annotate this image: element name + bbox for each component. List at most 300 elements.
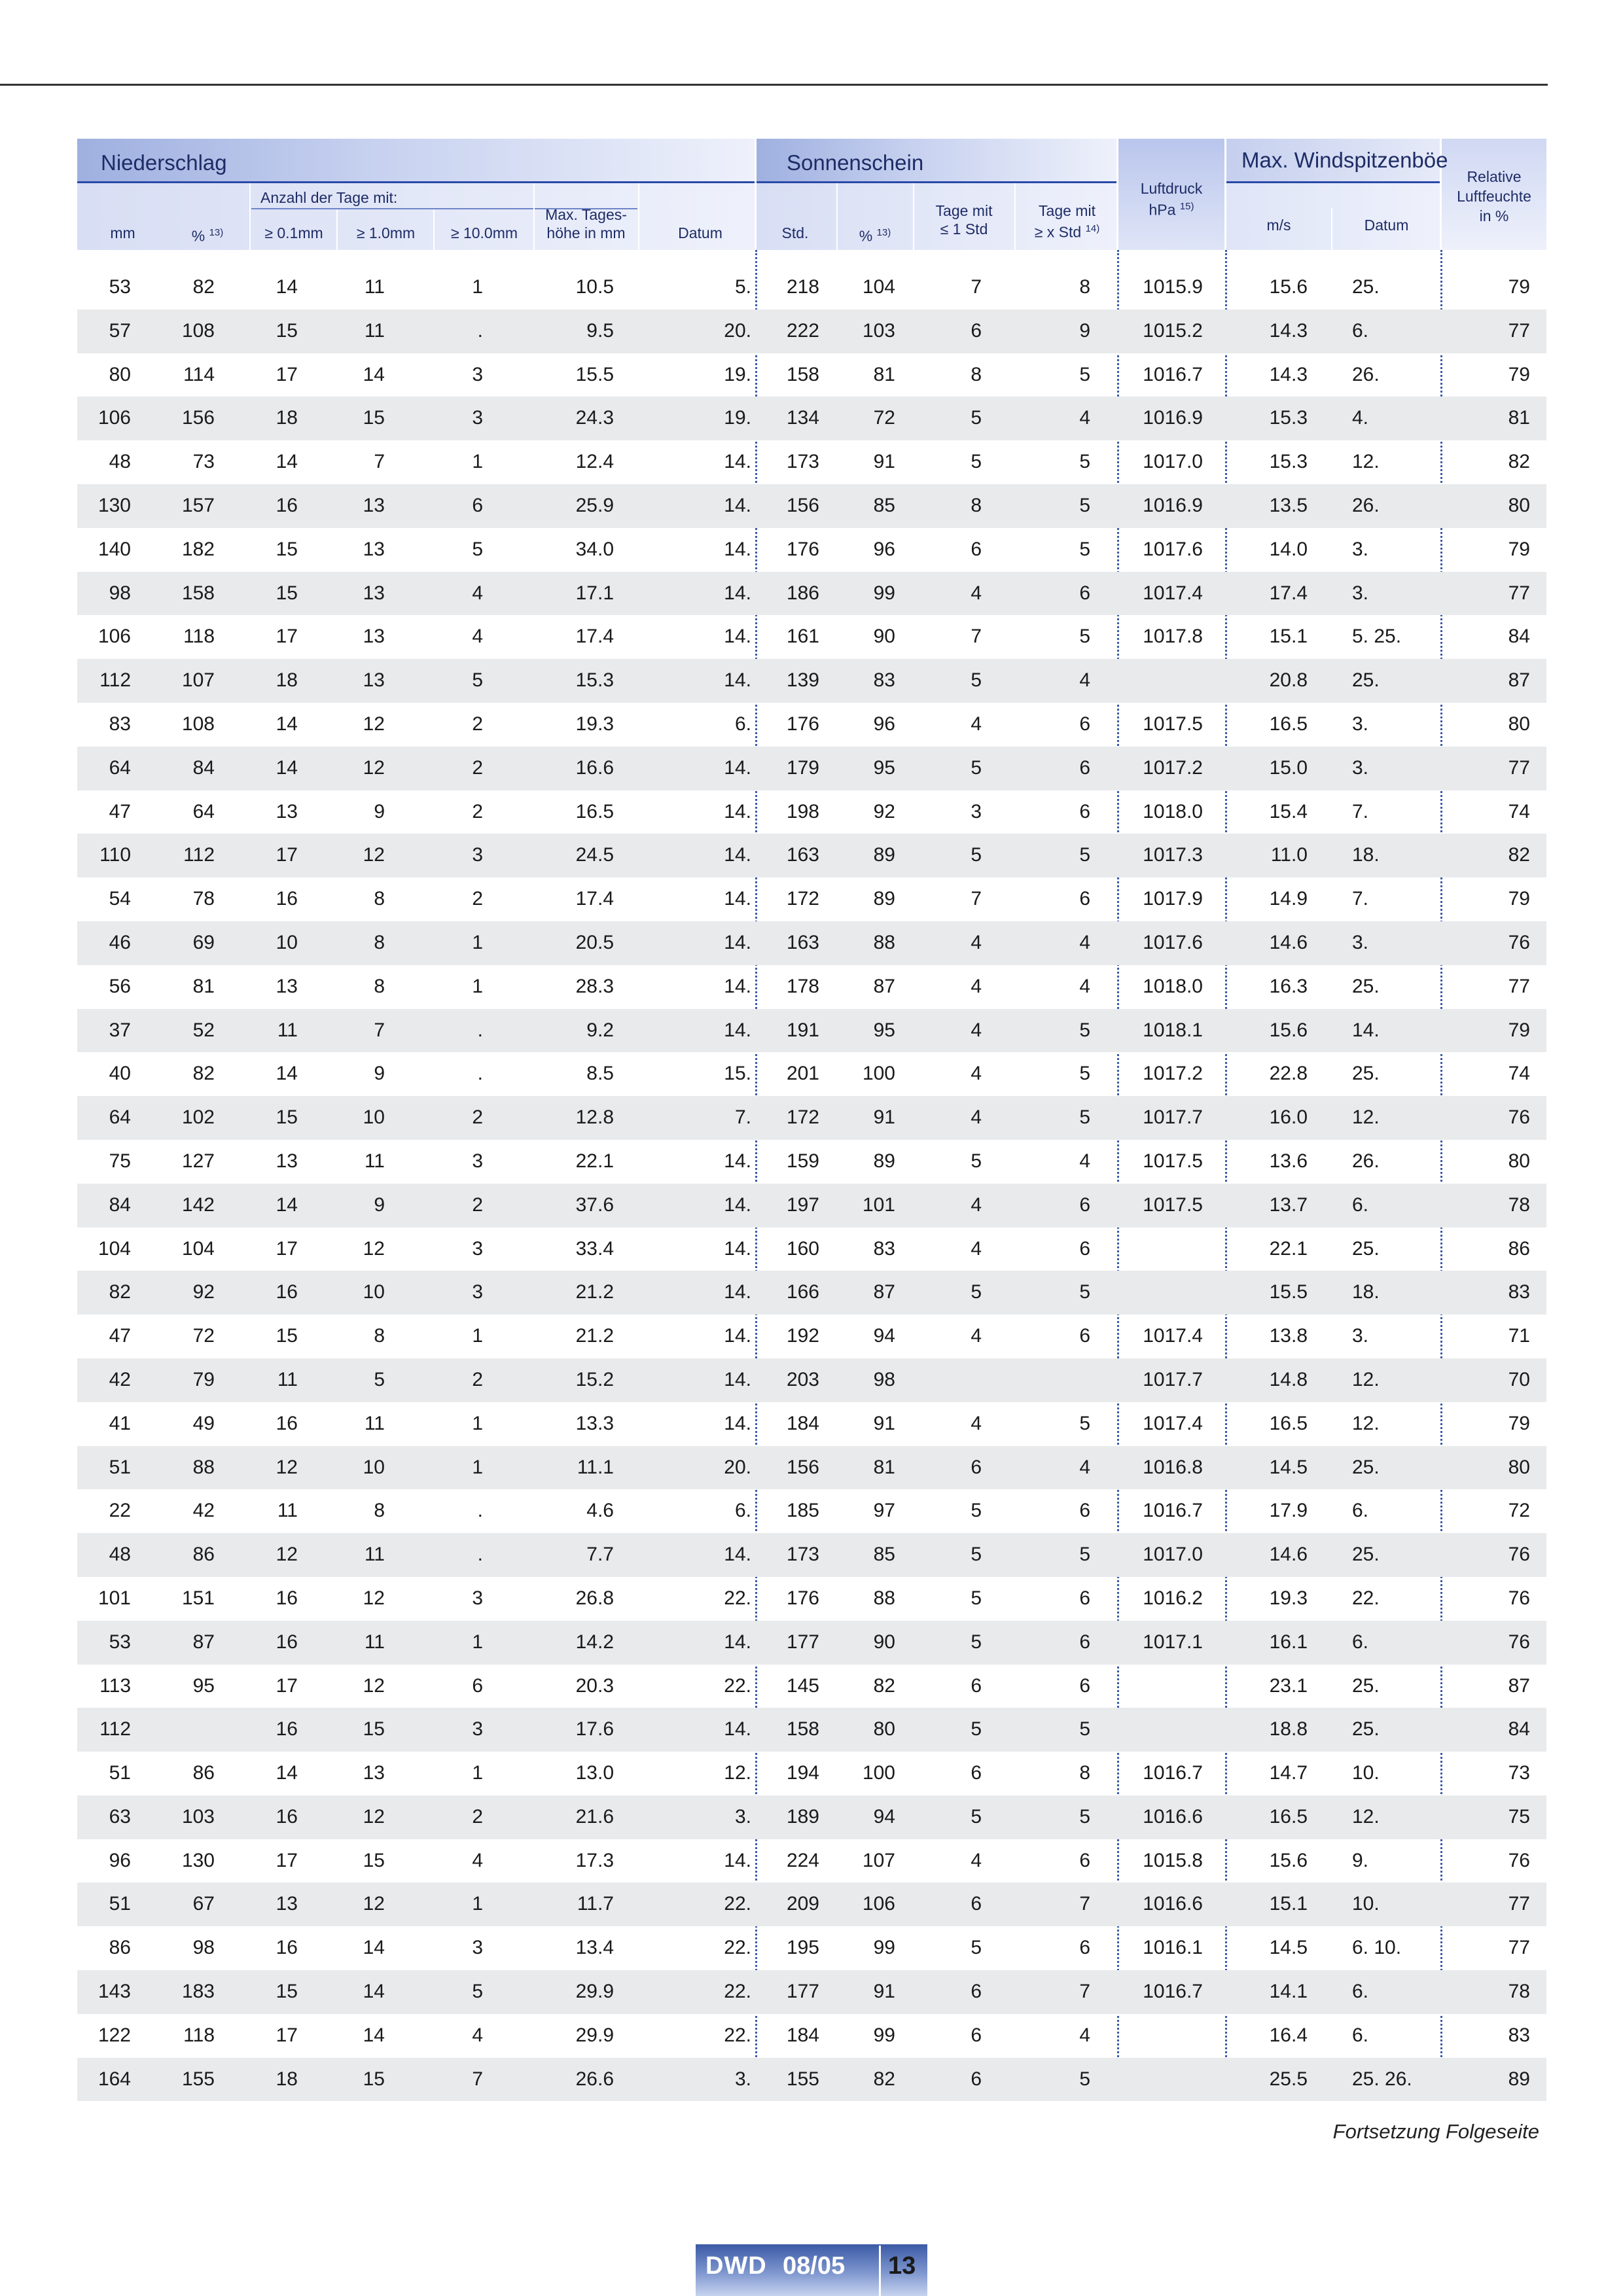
cell-ge01: 16: [276, 1412, 298, 1434]
cell-wind-ms: 14.5: [1269, 1456, 1308, 1478]
cell-wind-datum: 3.: [1352, 582, 1369, 604]
cell-ge10: 10: [363, 1281, 385, 1303]
cell-percent: 130: [181, 1849, 215, 1871]
cell-tage-xstd: 6: [1079, 756, 1090, 779]
cell-wind-ms: 16.5: [1269, 713, 1308, 735]
cell-ge10: 11: [364, 1631, 385, 1653]
cell-ge01: 17: [276, 2024, 298, 2046]
cell-ge01: 15: [276, 582, 298, 604]
cell-ge10: 12: [363, 1237, 385, 1260]
cell-sun-std: 185: [786, 1500, 819, 1522]
cell-max-hoehe: 26.6: [575, 2068, 614, 2090]
col-header-tagex-line1: Tage mit: [1039, 202, 1096, 219]
cell-tage-1std: 4: [971, 975, 982, 997]
cell-sun-std: 177: [786, 1981, 819, 2003]
cell-tage-xstd: 5: [1079, 1106, 1090, 1129]
cell-sun-std: 166: [786, 1281, 819, 1303]
cell-wind-datum: 5. 25.: [1352, 626, 1402, 648]
table-row: [77, 1227, 1546, 1271]
cell-max-hoehe: 8.5: [586, 1063, 614, 1085]
cell-ge100: 6: [472, 494, 483, 516]
cell-max-hoehe: 13.4: [575, 1937, 614, 1959]
cell-tage-xstd: [1013, 1358, 1090, 1402]
cell-ge100: 3: [472, 407, 483, 429]
cell-mm: 51: [109, 1762, 131, 1784]
cell-wind-ms: 17.4: [1269, 582, 1308, 604]
cell-sun-percent: 99: [873, 2024, 895, 2046]
cell-mm: 86: [109, 1937, 131, 1959]
cell-ge10: 14: [363, 1981, 385, 2003]
cell-tage-1std: 4: [971, 1325, 982, 1347]
cell-sun-percent: 90: [873, 1631, 895, 1653]
cell-mm: 106: [98, 407, 131, 429]
cell-max-hoehe: 13.3: [575, 1412, 614, 1434]
niederschlag-title-rule: [77, 181, 755, 183]
cell-percent: 64: [192, 800, 215, 822]
cell-datum: 3.: [734, 1805, 751, 1828]
cell-mm: 82: [109, 1281, 131, 1303]
cell-percent: 82: [192, 1063, 215, 1085]
cell-mm: 143: [98, 1981, 131, 2003]
cell-max-hoehe: 16.6: [575, 756, 614, 779]
cell-luftdruck: [1124, 2058, 1203, 2102]
cell-datum: 14.: [724, 844, 751, 866]
cell-tage-1std: 4: [971, 713, 982, 735]
cell-sun-percent: 90: [873, 626, 895, 648]
cell-ge100: 1: [472, 1631, 483, 1653]
cell-tage-1std: 5: [971, 1718, 982, 1740]
cell-datum: 6.: [734, 713, 751, 735]
cell-max-hoehe: 13.0: [575, 1762, 614, 1784]
cell-tage-xstd: 4: [1079, 975, 1090, 997]
cell-datum: 14.: [724, 1412, 751, 1434]
cell-sun-std: 173: [786, 451, 819, 473]
cell-tage-1std: 5: [971, 1544, 982, 1566]
table-row: [77, 1009, 1546, 1053]
cell-luftdruck: 1018.0: [1143, 800, 1203, 822]
cell-sun-percent: 100: [862, 1762, 895, 1784]
cell-ge10: 13: [363, 626, 385, 648]
cell-tage-xstd: 4: [1079, 931, 1090, 953]
cell-ge10: 13: [363, 494, 385, 516]
cell-ge10: 12: [363, 756, 385, 779]
cell-luftdruck: [1124, 2014, 1203, 2058]
cell-feuchte: 70: [1508, 1368, 1530, 1390]
cell-datum: 3.: [734, 2068, 751, 2090]
cell-tage-1std: 4: [971, 1849, 982, 1871]
cell-feuchte: 80: [1508, 1456, 1530, 1478]
cell-tage-1std: 5: [971, 1150, 982, 1172]
cell-feuchte: 75: [1508, 1805, 1530, 1828]
cell-sun-percent: 107: [862, 1849, 895, 1871]
cell-wind-ms: 15.3: [1269, 407, 1308, 429]
table-row: [77, 790, 1546, 834]
cell-sun-percent: 82: [873, 1674, 895, 1697]
cell-ge100: .: [477, 1500, 483, 1522]
cell-ge100: .: [477, 1544, 483, 1566]
cell-sun-percent: 80: [873, 1718, 895, 1740]
cell-tage-1std: 4: [971, 931, 982, 953]
sonnenschein-title-rule: [757, 181, 1116, 183]
cell-max-hoehe: 29.9: [575, 1981, 614, 2003]
cell-ge100: 1: [472, 1893, 483, 1915]
cell-sun-percent: 91: [873, 1412, 895, 1434]
cell-ge100: 3: [472, 1150, 483, 1172]
cell-datum: 14.: [724, 800, 751, 822]
cell-ge01: 17: [276, 363, 298, 385]
top-rule: [0, 84, 1548, 86]
cell-luftdruck: 1017.5: [1143, 1193, 1203, 1216]
cell-tage-1std: 6: [971, 2024, 982, 2046]
cell-sun-std: 179: [786, 756, 819, 779]
cell-luftdruck: 1017.9: [1143, 888, 1203, 910]
cell-ge01: 13: [276, 800, 298, 822]
cell-luftdruck: 1016.6: [1143, 1893, 1203, 1915]
cell-wind-datum: 7.: [1352, 888, 1369, 910]
cell-wind-ms: 14.6: [1269, 931, 1308, 953]
cell-feuchte: 78: [1508, 1981, 1530, 2003]
cell-ge100: .: [477, 319, 483, 342]
cell-wind-datum: 25.: [1352, 1674, 1380, 1697]
cell-feuchte: 76: [1508, 1631, 1530, 1653]
cell-sun-std: 176: [786, 1587, 819, 1609]
col-header-datum: Datum: [678, 224, 722, 241]
cell-wind-ms: 19.3: [1269, 1587, 1308, 1609]
cell-datum: 14.: [724, 975, 751, 997]
cell-percent: 52: [192, 1019, 215, 1041]
cell-wind-datum: 25.: [1352, 1718, 1380, 1740]
cell-max-hoehe: 17.4: [575, 626, 614, 648]
table-row: [77, 1970, 1546, 2014]
cell-percent: 108: [181, 713, 215, 735]
cell-sun-percent: 88: [873, 931, 895, 953]
cell-luftdruck: 1017.5: [1143, 713, 1203, 735]
cell-ge01: 14: [276, 756, 298, 779]
cell-sun-std: 156: [786, 1456, 819, 1478]
cell-luftdruck: 1015.8: [1143, 1849, 1203, 1871]
cell-mm: 46: [109, 931, 131, 953]
cell-ge10: 8: [374, 975, 385, 997]
header-separator: [1331, 208, 1332, 250]
cell-tage-xstd: 5: [1079, 2068, 1090, 2090]
cell-wind-datum: 12.: [1352, 451, 1380, 473]
cell-tage-1std: 5: [971, 1281, 982, 1303]
cell-feuchte: 76: [1508, 1587, 1530, 1609]
table-row: [77, 397, 1546, 440]
cell-feuchte: 83: [1508, 2024, 1530, 2046]
cell-sun-std: 222: [786, 319, 819, 342]
cell-tage-xstd: 5: [1079, 1718, 1090, 1740]
cell-percent: [156, 1708, 215, 1752]
cell-tage-1std: 4: [971, 1106, 982, 1129]
cell-ge100: 4: [472, 2024, 483, 2046]
cell-datum: 14.: [724, 1631, 751, 1653]
cell-wind-datum: 7.: [1352, 800, 1369, 822]
cell-max-hoehe: 21.2: [575, 1325, 614, 1347]
cell-feuchte: 76: [1508, 1544, 1530, 1566]
cell-percent: 112: [183, 844, 215, 866]
cell-mm: 83: [109, 713, 131, 735]
cell-tage-1std: 4: [971, 1412, 982, 1434]
cell-tage-1std: 5: [971, 1631, 982, 1653]
table-row: [77, 965, 1546, 1009]
cell-max-hoehe: 9.5: [586, 319, 614, 342]
cell-feuchte: 73: [1508, 1762, 1530, 1784]
cell-max-hoehe: 15.3: [575, 669, 614, 692]
cell-wind-datum: 6.: [1352, 1981, 1369, 2003]
cell-luftdruck: 1017.4: [1143, 1412, 1203, 1434]
cell-tage-1std: 6: [971, 319, 982, 342]
cell-wind-ms: 15.1: [1269, 626, 1308, 648]
cell-sun-percent: 97: [873, 1500, 895, 1522]
cell-percent: 86: [192, 1762, 215, 1784]
cell-max-hoehe: 24.3: [575, 407, 614, 429]
header-separator: [1014, 183, 1016, 250]
cell-feuchte: 84: [1508, 1718, 1530, 1740]
cell-ge01: 12: [276, 1456, 298, 1478]
cell-tage-1std: 8: [971, 363, 982, 385]
cell-sun-std: 184: [786, 1412, 819, 1434]
cell-feuchte: 76: [1508, 1849, 1530, 1871]
cell-ge10: 11: [364, 1412, 385, 1434]
cell-ge10: 12: [363, 844, 385, 866]
cell-wind-ms: 15.4: [1269, 800, 1308, 822]
cell-luftdruck: 1016.6: [1143, 1805, 1203, 1828]
cell-mm: 113: [99, 1674, 131, 1697]
cell-datum: 22.: [724, 1587, 751, 1609]
cell-feuchte: 79: [1508, 1412, 1530, 1434]
cell-datum: 14.: [724, 1368, 751, 1390]
cell-sun-std: 176: [786, 713, 819, 735]
cell-ge01: 14: [276, 451, 298, 473]
table-row: [77, 877, 1546, 921]
cell-percent: 157: [181, 494, 215, 516]
cell-wind-ms: 14.7: [1269, 1762, 1308, 1784]
cell-wind-ms: 16.4: [1269, 2024, 1308, 2046]
cell-ge01: 17: [276, 1849, 298, 1871]
table-row: [77, 1926, 1546, 1970]
luftdruck-label-line2: hPa $^{15)}$: [1149, 201, 1194, 219]
cell-wind-ms: 15.5: [1269, 1281, 1308, 1303]
cell-tage-1std: 4: [971, 1237, 982, 1260]
cell-datum: 14.: [724, 1019, 751, 1041]
cell-wind-datum: 26.: [1352, 1150, 1380, 1172]
cell-sun-percent: 94: [873, 1325, 895, 1347]
cell-wind-ms: 15.1: [1269, 1893, 1308, 1915]
cell-ge01: 18: [276, 669, 298, 692]
cell-tage-xstd: 5: [1079, 538, 1090, 560]
cell-sun-percent: 87: [873, 1281, 895, 1303]
cell-datum: 14.: [724, 931, 751, 953]
cell-percent: 107: [181, 669, 215, 692]
cell-feuchte: 77: [1508, 756, 1530, 779]
cell-sun-percent: 96: [873, 538, 895, 560]
cell-percent: 127: [181, 1150, 215, 1172]
cell-feuchte: 82: [1508, 844, 1530, 866]
col-header-ge10: ≥ 1.0mm: [356, 224, 416, 241]
cell-tage-xstd: 6: [1079, 1325, 1090, 1347]
cell-ge10: 15: [363, 1718, 385, 1740]
cell-wind-datum: 10.: [1352, 1893, 1380, 1915]
col-header-tagex-line2: ≥ x Std $^{14)}$: [1034, 223, 1100, 241]
cell-wind-datum: 25.: [1352, 975, 1380, 997]
cell-ge10: 13: [363, 669, 385, 692]
cell-ge10: 11: [364, 319, 385, 342]
cell-feuchte: 87: [1508, 669, 1530, 692]
cell-wind-ms: 16.5: [1269, 1805, 1308, 1828]
wind-title: Max. Windspitzenböe: [1241, 148, 1448, 172]
cell-sun-std: 178: [786, 975, 819, 997]
cell-wind-datum: 6.: [1352, 1631, 1369, 1653]
cell-mm: 75: [109, 1150, 131, 1172]
cell-sun-std: 203: [786, 1368, 819, 1390]
cell-wind-ms: 13.8: [1269, 1325, 1308, 1347]
cell-ge100: 1: [472, 1325, 483, 1347]
table-row: [77, 1402, 1546, 1446]
cell-tage-1std: 6: [971, 2068, 982, 2090]
cell-wind-datum: 6.: [1352, 2024, 1369, 2046]
cell-wind-datum: 25.: [1352, 276, 1380, 298]
cell-feuchte: 78: [1508, 1193, 1530, 1216]
cell-datum: 15.: [724, 1063, 751, 1085]
cell-ge100: .: [477, 1019, 483, 1041]
cell-ge10: 12: [363, 713, 385, 735]
cell-mm: 64: [109, 1106, 131, 1129]
cell-wind-datum: 6.: [1352, 1193, 1369, 1216]
cell-luftdruck: 1016.7: [1143, 363, 1203, 385]
cell-ge01: 18: [276, 2068, 298, 2090]
cell-luftdruck: [1124, 1271, 1203, 1315]
cell-ge10: 5: [374, 1368, 385, 1390]
col-header-ge01: ≥ 0.1mm: [264, 224, 323, 241]
cell-mm: 53: [109, 1631, 131, 1653]
cell-luftdruck: 1016.1: [1143, 1937, 1203, 1959]
cell-luftdruck: 1017.2: [1143, 756, 1203, 779]
cell-feuchte: 80: [1508, 1150, 1530, 1172]
cell-ge10: 10: [363, 1106, 385, 1129]
cell-luftdruck: 1016.7: [1143, 1762, 1203, 1784]
cell-percent: 78: [192, 888, 215, 910]
cell-sun-std: 186: [786, 582, 819, 604]
page-badge-separator: [879, 2246, 881, 2296]
cell-wind-datum: 18.: [1352, 844, 1380, 866]
table-row: [77, 703, 1546, 747]
cell-feuchte: 74: [1508, 1063, 1530, 1085]
cell-tage-xstd: 5: [1079, 363, 1090, 385]
cell-feuchte: 79: [1508, 888, 1530, 910]
cell-ge10: 15: [363, 2068, 385, 2090]
col-header-ms: m/s: [1266, 217, 1291, 234]
cell-ge01: 10: [276, 931, 298, 953]
cell-ge10: 10: [363, 1456, 385, 1478]
cell-ge10: 13: [363, 582, 385, 604]
cell-datum: 7.: [734, 1106, 751, 1129]
cell-ge100: 3: [472, 363, 483, 385]
cell-tage-xstd: 9: [1079, 319, 1090, 342]
cell-mm: 40: [109, 1063, 131, 1085]
table-row: [77, 572, 1546, 616]
cell-ge01: 16: [276, 1631, 298, 1653]
cell-mm: 106: [98, 626, 131, 648]
cell-ge01: 15: [276, 1325, 298, 1347]
cell-feuchte: 77: [1508, 1893, 1530, 1915]
cell-mm: 140: [98, 538, 131, 560]
badge-label: DWD: [705, 2252, 767, 2280]
cell-ge01: 14: [276, 1063, 298, 1085]
cell-wind-ms: 25.5: [1269, 2068, 1308, 2090]
cell-tage-1std: 5: [971, 1500, 982, 1522]
cell-mm: 37: [109, 1019, 131, 1041]
cell-sun-percent: 89: [873, 844, 895, 866]
cell-percent: 81: [192, 975, 215, 997]
cell-datum: 5.: [734, 276, 751, 298]
cell-tage-xstd: 5: [1079, 451, 1090, 473]
cell-max-hoehe: 17.3: [575, 1849, 614, 1871]
sonnenschein-title: Sonnenschein: [787, 150, 924, 175]
header-separator: [336, 209, 338, 250]
cell-percent: 86: [192, 1544, 215, 1566]
cell-ge100: 1: [472, 1412, 483, 1434]
cell-tage-xstd: 5: [1079, 494, 1090, 516]
table-row: [77, 1489, 1546, 1533]
cell-feuchte: 76: [1508, 931, 1530, 953]
cell-luftdruck: 1017.4: [1143, 582, 1203, 604]
cell-feuchte: 79: [1508, 1019, 1530, 1041]
cell-wind-ms: 16.5: [1269, 1412, 1308, 1434]
cell-percent: 42: [192, 1500, 215, 1522]
cell-max-hoehe: 11.1: [577, 1456, 614, 1478]
cell-sun-std: 209: [786, 1893, 819, 1915]
cell-wind-ms: 15.6: [1269, 1019, 1308, 1041]
cell-luftdruck: 1017.5: [1143, 1150, 1203, 1172]
cell-sun-std: 192: [786, 1325, 819, 1347]
cell-max-hoehe: 20.3: [575, 1674, 614, 1697]
cell-ge01: 14: [276, 1762, 298, 1784]
cell-max-hoehe: 19.3: [575, 713, 614, 735]
cell-datum: 14.: [724, 669, 751, 692]
cell-feuchte: 81: [1508, 407, 1530, 429]
table-row: [77, 1358, 1546, 1402]
cell-luftdruck: 1017.1: [1143, 1631, 1203, 1653]
cell-wind-ms: 11.0: [1270, 844, 1308, 866]
cell-max-hoehe: 17.4: [575, 888, 614, 910]
cell-ge10: 7: [374, 1019, 385, 1041]
cell-ge01: 11: [277, 1500, 298, 1522]
cell-ge10: 8: [374, 1325, 385, 1347]
table-row: [77, 1140, 1546, 1184]
table-row: [77, 1533, 1546, 1577]
cell-tage-xstd: 5: [1079, 1019, 1090, 1041]
cell-ge100: 3: [472, 1718, 483, 1740]
cell-wind-ms: 16.0: [1269, 1106, 1308, 1129]
cell-percent: 49: [192, 1412, 215, 1434]
table-row: [77, 615, 1546, 659]
cell-ge100: 5: [472, 669, 483, 692]
cell-max-hoehe: 14.2: [575, 1631, 614, 1653]
cell-feuchte: 77: [1508, 319, 1530, 342]
cell-max-hoehe: 4.6: [586, 1500, 614, 1522]
header-separator: [913, 183, 914, 250]
cell-ge100: 4: [472, 626, 483, 648]
cell-luftdruck: [1124, 1665, 1203, 1708]
table-row: [77, 1708, 1546, 1752]
col-header-tage1-line1: Tage mit: [935, 202, 993, 219]
cell-percent: 142: [181, 1193, 215, 1216]
cell-ge10: 9: [374, 800, 385, 822]
feuchte-label-line1: Relative: [1467, 168, 1522, 185]
table-row: [77, 1665, 1546, 1708]
cell-percent: 88: [192, 1456, 215, 1478]
